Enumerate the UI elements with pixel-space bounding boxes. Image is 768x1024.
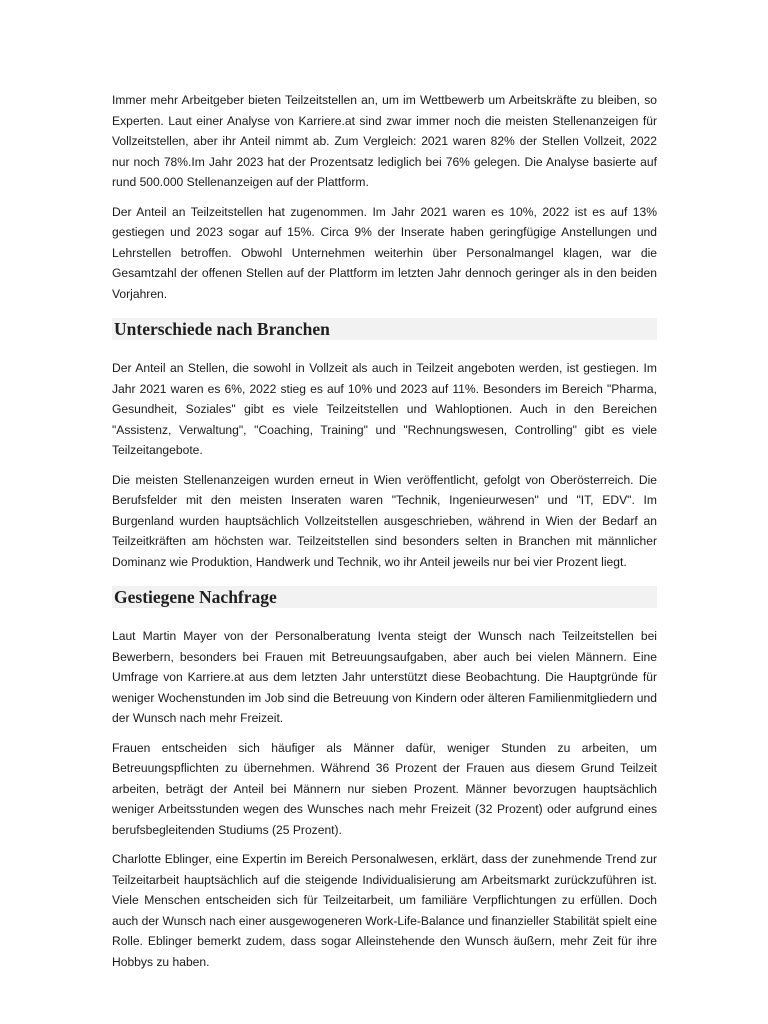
section-nachfrage [112,586,657,972]
nachfrage-paragraph-2: Frauen entscheiden sich häufiger als Männer dafür, weniger Stunden zu arbeiten, um Betreuungspflichten zu übernehmen. Während 36 Prozent der Frauen aus diesem Grund Teilzeit arbeiten, beträgt der Anteil bei Männern nur sieben Prozent. Männer bevorzugen hauptsächlich weniger Arbeitsstunden wegen des Wunsches nach mehr Freizeit (32 Prozent) oder aufgrund eines berufsbegleitenden Studiums (25 Prozent). [112,740,657,837]
section-heading-branchen: Unterschiede nach Branchen [112,318,657,340]
nachfrage-paragraph-1: Laut Martin Mayer von der Personalberatung Iventa steigt der Wunsch nach Teilzeitstellen bei Bewerbern, besonders bei Frauen mit Betreuungsaufgaben, aber auch bei vielen Männern. Eine Umfrage von Karriere.at aus dem letzten Jahr unterstützt diese Beobachtung. Die Hauptgründe für weniger Wochenstunden im Job sind die Betreuung von Kindern oder älteren Familienmitgliedern und der Wunsch nach mehr Freizeit. [112,629,657,725]
branchen-paragraph-1: Der Anteil an Stellen, die sowohl in Vollzeit als auch in Teilzeit angeboten werden, ist gestiegen. Im Jahr 2021 waren es 6%, 2022 stieg es auf 10% und 2023 auf 11%. Besonders im Bereich "Pharma, Gesundheit, Soziales" gibt es viele Teilzeitstellen und Wahloptionen. Auch in den Bereichen "Assistenz, Verwaltung", "Coaching, Training" und "Rechnungswesen, Controlling" gibt es viele Teilzeitangebote. [112,361,657,457]
intro-paragraph-1: Immer mehr Arbeitgeber bieten Teilzeitstellen an, um im Wettbewerb um Arbeitskräfte zu bleiben, so Experten. Laut einer Analyse von Karriere.at sind zwar immer noch die meisten Stellenanzeigen für Vollzeitstellen, aber ihr Anteil nimmt ab. Zum Vergleich: 2021 waren 82% der Stellen Vollzeit, 2022 nur noch 78%.Im Jahr 2023 hat der Prozentsatz lediglich bei 76% gelegen. Die Analyse basierte auf rund 500.000 Stellenanzeigen auf der Plattform. [112,93,657,189]
document-page [112,90,657,981]
branchen-paragraph-2: Die meisten Stellenanzeigen wurden erneut in Wien veröffentlicht, gefolgt von Oberösterreich. Die Berufsfelder mit den meisten Inseraten waren "Technik, Ingenieurwesen" und "IT, EDV". Im Burgenland wurden hauptsächlich Vollzeitstellen ausgeschrieben, während in Wien der Bedarf an Teilzeitkräften am höchsten war. Teilzeitstellen sind besonders selten in Branchen mit männlicher Dominanz wie Produktion, Handwerk und Technik, wo ihr Anteil jeweils nur bei vier Prozent liegt. [112,472,657,569]
section-heading-nachfrage: Gestiegene Nachfrage [112,586,657,608]
section-branchen [112,318,657,572]
nachfrage-paragraph-3: Charlotte Eblinger, eine Expertin im Bereich Personalwesen, erklärt, dass der zunehmende Trend zur Teilzeitarbeit hauptsächlich auf die steigende Individualisierung am Arbeitsmarkt zurückzuführen ist. Viele Menschen entscheiden sich für Teilzeitarbeit, um familiäre Verpflichtungen zu erfüllen. Doch auch der Wunsch nach einer ausgewogeneren Work-Life-Balance und finanzieller Stabilität spielt eine Rolle. Eblinger bemerkt zudem, dass sogar Alleinstehende den Wunsch äußern, mehr Zeit für ihre Hobbys zu haben. [112,852,657,969]
intro-paragraph-2: Der Anteil an Teilzeitstellen hat zugenommen. Im Jahr 2021 waren es 10%, 2022 ist es auf 13% gestiegen und 2023 sogar auf 15%. Circa 9% der Inserate haben geringfügige Anstellungen und Lehrstellen betroffen. Obwohl Unternehmen weiterhin über Personalmangel klagen, war die Gesamtzahl der offenen Stellen auf der Plattform im letzten Jahr dennoch geringer als in den beiden Vorjahren. [112,204,657,301]
